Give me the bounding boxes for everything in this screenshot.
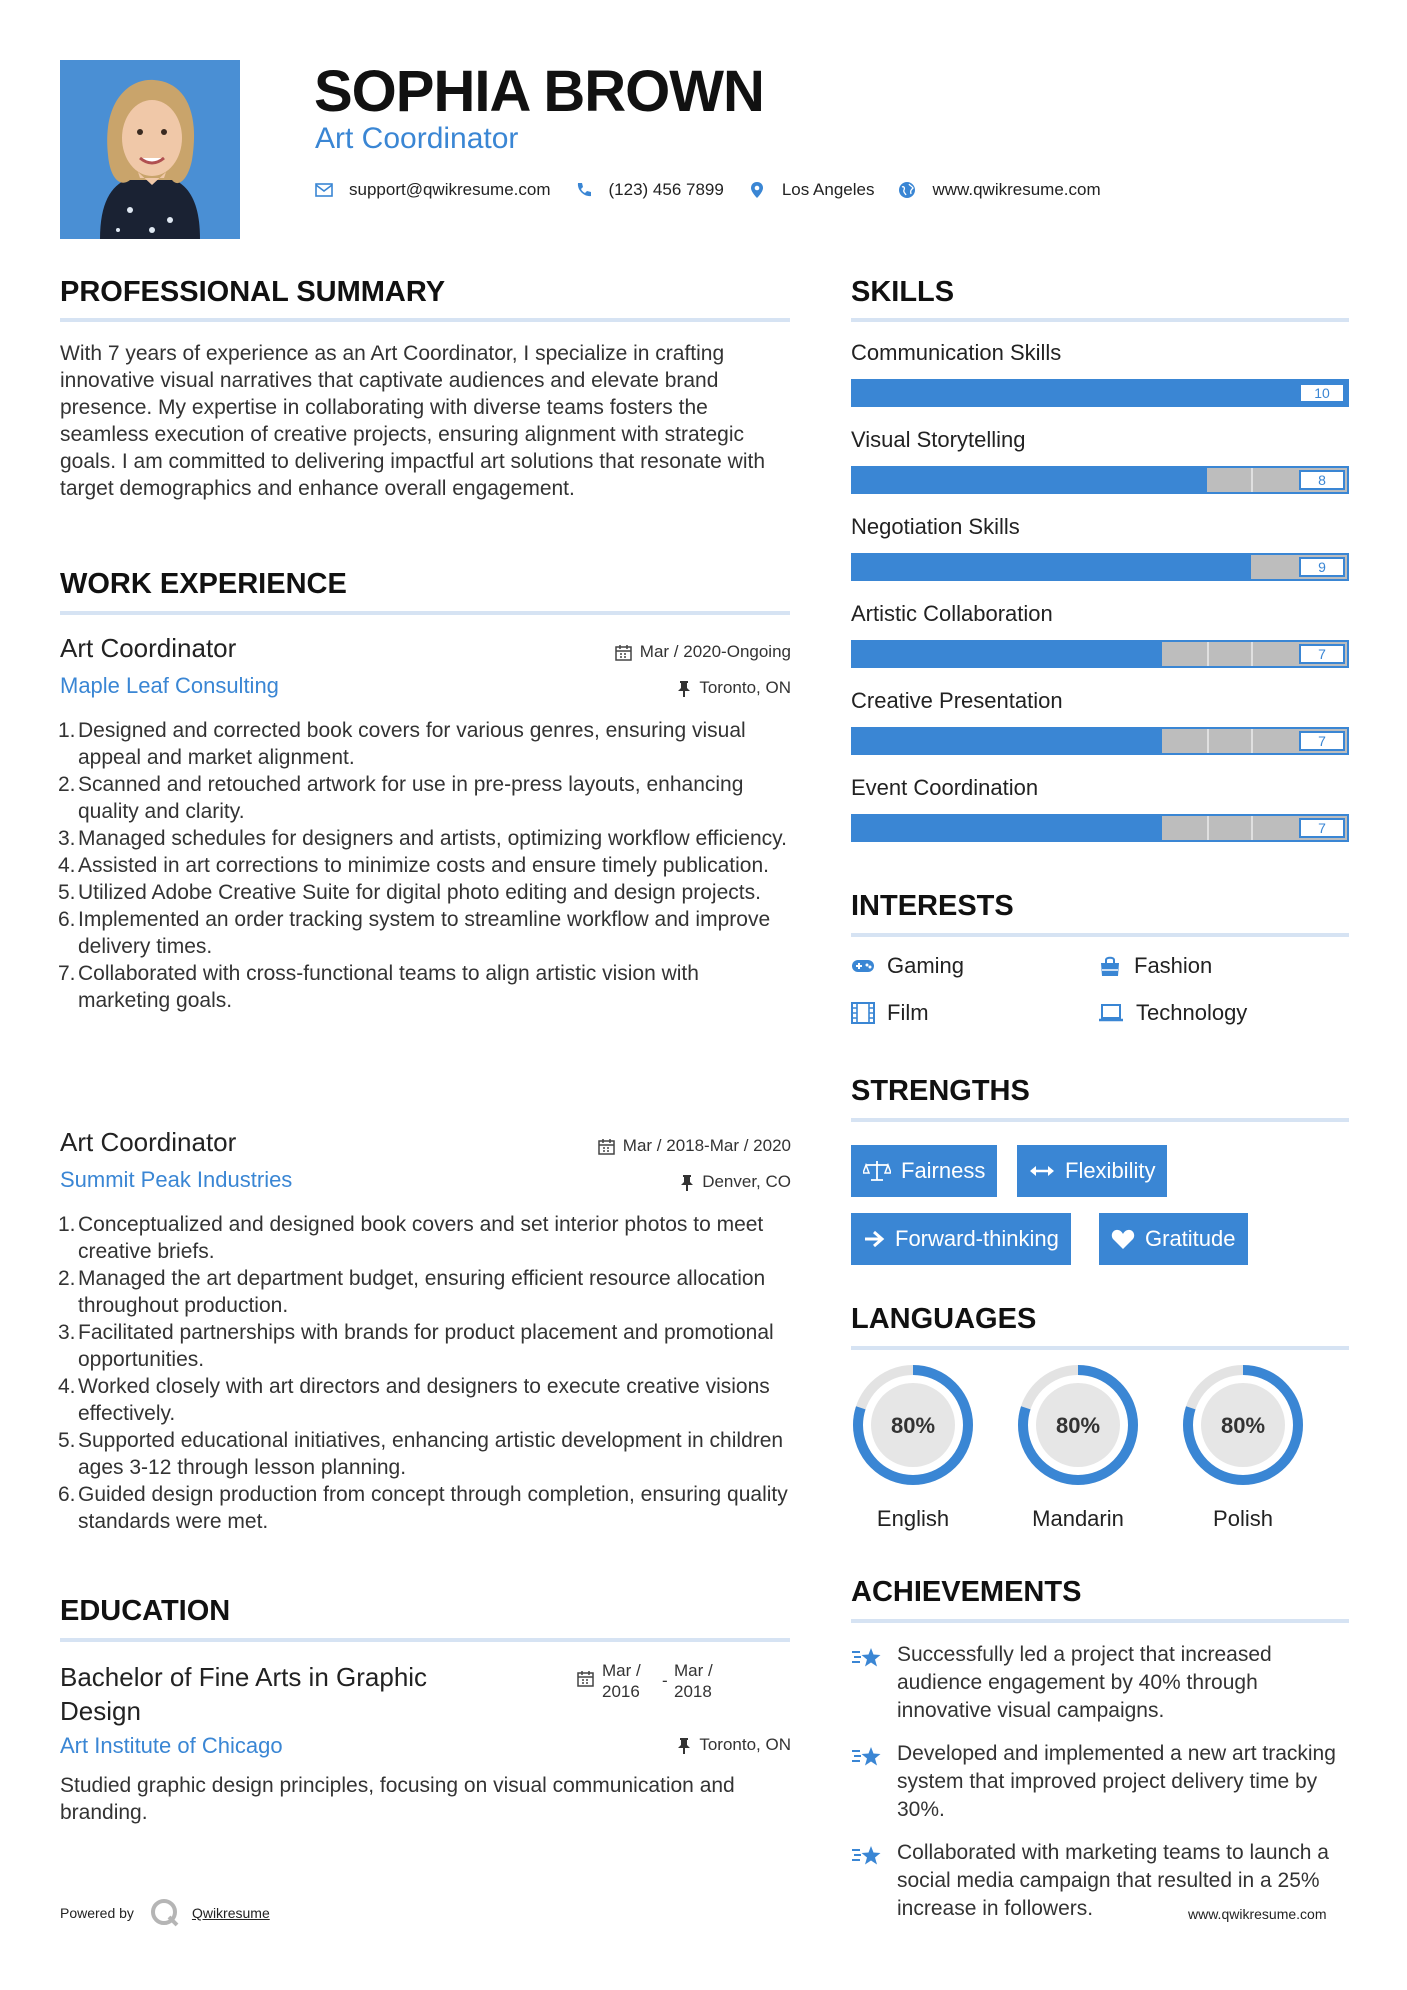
- film-icon: [851, 1002, 875, 1024]
- job-bullets: [60, 717, 792, 1014]
- language-ring: [851, 1363, 975, 1487]
- list-item: 6. Guided design production from concept through completion, ensuring quality standards were met.: [58, 1483, 788, 1533]
- arrow-right-icon: [863, 1229, 885, 1249]
- language-item: [1181, 1363, 1305, 1532]
- job-company[interactable]: Summit Peak Industries: [60, 1167, 293, 1192]
- qwikresume-link[interactable]: Qwikresume: [191, 1905, 270, 1921]
- degree-line-1: Bachelor of Fine Arts in Graphic: [60, 1662, 428, 1692]
- achievements-heading: ACHIEVEMENTS: [851, 1576, 1082, 1608]
- job-title: Art Coordinator: [60, 633, 237, 663]
- contact-location: Los Angeles: [781, 180, 875, 199]
- skills-heading: SKILLS: [851, 276, 955, 308]
- skill-bar: [851, 466, 1349, 494]
- achievements-divider: [851, 1619, 1349, 1623]
- skill-label: Communication Skills: [851, 340, 1062, 365]
- pushpin-icon: [677, 1737, 691, 1754]
- strength-label: Gratitude: [1145, 1226, 1236, 1251]
- contact-website[interactable]: www.qwikresume.com: [932, 180, 1101, 199]
- pushpin-icon: [677, 680, 691, 697]
- strength-label: Fairness: [901, 1158, 986, 1183]
- language-percent: 80%: [890, 1413, 936, 1438]
- language-name: English: [876, 1506, 950, 1531]
- skill-bar: [851, 727, 1349, 755]
- education-dash: -: [662, 1671, 668, 1690]
- strength-label: Flexibility: [1065, 1158, 1156, 1183]
- job-location: [520, 1172, 791, 1192]
- interest-item: [1098, 953, 1212, 979]
- globe-icon: [898, 181, 916, 199]
- skills-divider: [851, 318, 1349, 322]
- list-item: 2. Managed the art department budget, ensuring efficient resource allocation throughout production.: [58, 1267, 766, 1317]
- list-item: 3. Facilitated partnerships with brands for product placement and promotional opportunities.: [58, 1321, 774, 1371]
- skill-bar: [851, 553, 1349, 581]
- skill-bar-fill: [853, 555, 1251, 579]
- education-start-month: Mar /: [602, 1661, 641, 1680]
- shooting-star-icon: [851, 1744, 883, 1770]
- interests-divider: [851, 933, 1349, 937]
- list-item: 1. Conceptualized and designed book covers and set interior photos to meet creative briefs.: [58, 1213, 764, 1263]
- list-item: 3. Managed schedules for designers and artists, optimizing workflow efficiency.: [58, 827, 787, 850]
- skill-bar-fill: [853, 468, 1207, 492]
- strength-tag: [1099, 1213, 1248, 1265]
- arrows-horizontal-icon: [1029, 1163, 1055, 1179]
- map-pin-icon: [748, 181, 766, 199]
- language-name: Mandarin: [1032, 1506, 1124, 1531]
- candidate-role: Art Coordinator: [315, 122, 519, 155]
- interest-label: Gaming: [887, 953, 965, 978]
- list-item: 6. Implemented an order tracking system to streamline workflow and improve delivery times.: [58, 908, 771, 958]
- job-date-text: Mar / 2020-Ongoing: [639, 642, 791, 661]
- list-item: 7. Collaborated with cross-functional teams to align artistic vision with marketing goals.: [58, 962, 699, 1012]
- job-location: [520, 678, 791, 698]
- skill-score: 8: [1299, 470, 1345, 490]
- languages-divider: [851, 1346, 1349, 1350]
- job-date-text: Mar / 2018-Mar / 2020: [622, 1136, 791, 1155]
- language-ring: [1181, 1363, 1305, 1487]
- achievement-text: Collaborated with marketing teams to launch a social media campaign that resulted in a 25% increase in followers.: [897, 1841, 1329, 1920]
- education-school[interactable]: Art Institute of Chicago: [60, 1733, 283, 1758]
- job-date: [520, 642, 791, 662]
- skill-bar-segment: [1207, 729, 1209, 753]
- skill-bar-segment: [1251, 816, 1253, 840]
- list-item: 4. Worked closely with art directors and designers to execute creative visions effectively.: [58, 1375, 770, 1425]
- calendar-icon: [615, 644, 632, 661]
- language-ring: [1016, 1363, 1140, 1487]
- education-end-year: 2018: [674, 1682, 712, 1701]
- interests-heading: INTERESTS: [851, 890, 1014, 922]
- education-heading: EDUCATION: [60, 1595, 231, 1627]
- education-end: [674, 1660, 713, 1702]
- strengths-heading: STRENGTHS: [851, 1075, 1030, 1107]
- candidate-name: SOPHIA BROWN: [314, 59, 764, 124]
- skill-bar-fill: [853, 816, 1162, 840]
- shooting-star-icon: [851, 1645, 883, 1671]
- summary-heading: PROFESSIONAL SUMMARY: [60, 276, 446, 308]
- strength-tag: [851, 1145, 997, 1197]
- skill-label: Visual Storytelling: [851, 427, 1026, 452]
- strength-tag: [851, 1213, 1071, 1265]
- achievement-item: [851, 1641, 1341, 1725]
- shopping-bag-icon: [1098, 955, 1122, 977]
- skill-bar-segment: [1251, 729, 1253, 753]
- powered-by-text: Powered by: [60, 1905, 134, 1921]
- job-date: [480, 1136, 791, 1156]
- list-item: 5. Supported educational initiatives, enhancing artistic development in children ages 3-12 through lesson planning.: [58, 1429, 784, 1479]
- summary-text: With 7 years of experience as an Art Coordinator, I specialize in crafting innovative visual narratives that captivate audiences and elevate brand presence. My expertise in collaborating with diverse teams fosters the seamless execution of creative projects, ensuring alignment with strategic goals. I am committed to delivering impactful art solutions that resonate with target demographics and enhance overall engagement.: [60, 342, 765, 500]
- language-item: [851, 1363, 975, 1532]
- phone-icon: [575, 181, 593, 199]
- calendar-icon: [577, 1670, 594, 1687]
- interest-label: Film: [887, 1000, 929, 1025]
- skill-label: Artistic Collaboration: [851, 601, 1053, 626]
- skill-label: Negotiation Skills: [851, 514, 1020, 539]
- skill-bar: [851, 379, 1349, 407]
- education-start-year: 2016: [602, 1682, 640, 1701]
- language-percent: 80%: [1055, 1413, 1101, 1438]
- education-location: [520, 1735, 791, 1755]
- contact-phone[interactable]: (123) 456 7899: [608, 180, 724, 199]
- skill-bar: [851, 814, 1349, 842]
- list-item: 1. Designed and corrected book covers for various genres, ensuring visual appeal and market alignment.: [58, 719, 746, 769]
- education-end-month: Mar /: [674, 1661, 713, 1680]
- skill-bar-fill: [853, 729, 1162, 753]
- footer-powered-by: [60, 1898, 270, 1928]
- skill-bar: [851, 640, 1349, 668]
- strength-label: Forward-thinking: [895, 1226, 1059, 1251]
- list-item: 2. Scanned and retouched artwork for use in pre-press layouts, enhancing quality and clarity.: [58, 773, 744, 823]
- skill-score: 7: [1299, 818, 1345, 838]
- skill-bar-fill: [853, 381, 1347, 405]
- interest-label: Fashion: [1134, 953, 1213, 978]
- strength-tag: [1017, 1145, 1167, 1197]
- skill-bar-fill: [853, 642, 1162, 666]
- interest-item: [851, 1000, 929, 1026]
- language-percent: 80%: [1220, 1413, 1266, 1438]
- shooting-star-icon: [851, 1843, 883, 1869]
- gamepad-icon: [851, 957, 875, 975]
- summary-divider: [60, 318, 790, 322]
- envelope-icon: [315, 181, 333, 199]
- achievement-text: Successfully led a project that increased audience engagement by 40% through innovative visual campaigns.: [897, 1643, 1272, 1722]
- degree-title: [60, 1660, 427, 1728]
- pushpin-icon: [680, 1174, 694, 1191]
- experience-divider: [60, 611, 790, 615]
- job-bullets: [60, 1211, 792, 1535]
- interest-label: Technology: [1136, 1000, 1248, 1025]
- list-item: 5. Utilized Adobe Creative Suite for digital photo editing and design projects.: [58, 881, 761, 904]
- language-item: [1016, 1363, 1140, 1532]
- skill-bar-segment: [1207, 816, 1209, 840]
- job-location-text: Denver, CO: [702, 1172, 791, 1191]
- heart-icon: [1111, 1228, 1135, 1250]
- balance-scale-icon: [863, 1159, 891, 1183]
- skill-score: 7: [1299, 731, 1345, 751]
- interest-item: [851, 953, 964, 979]
- achievement-text: Developed and implemented a new art tracking system that improved project delivery time by 30%.: [897, 1742, 1336, 1821]
- experience-heading: WORK EXPERIENCE: [60, 568, 347, 600]
- strengths-divider: [851, 1118, 1349, 1122]
- footer-site[interactable]: www.qwikresume.com: [1188, 1906, 1327, 1922]
- contact-email[interactable]: support@qwikresume.com: [349, 180, 551, 199]
- degree-line-2: Design: [60, 1696, 141, 1726]
- skill-score: 9: [1299, 557, 1345, 577]
- skill-bar-segment: [1251, 468, 1253, 492]
- skill-score: 7: [1299, 644, 1345, 664]
- interest-item: [1098, 1000, 1247, 1026]
- job-title: Art Coordinator: [60, 1127, 237, 1157]
- job-company[interactable]: Maple Leaf Consulting: [60, 673, 279, 698]
- education-location-text: Toronto, ON: [699, 1735, 791, 1754]
- skill-bar-segment: [1207, 642, 1209, 666]
- list-item: 4. Assisted in art corrections to minimize costs and ensure timely publication.: [58, 854, 769, 877]
- languages-heading: LANGUAGES: [851, 1303, 1037, 1335]
- skill-bar-segment: [1251, 642, 1253, 666]
- profile-photo: [60, 60, 240, 239]
- contact-bar: [315, 178, 1125, 202]
- laptop-icon: [1098, 1003, 1124, 1023]
- skill-score: 10: [1299, 383, 1345, 403]
- education-description: Studied graphic design principles, focusing on visual communication and branding.: [60, 1774, 735, 1824]
- calendar-icon: [598, 1138, 615, 1155]
- education-divider: [60, 1638, 790, 1642]
- job-location-text: Toronto, ON: [699, 678, 791, 697]
- education-start: [602, 1660, 662, 1702]
- education-dates: [577, 1660, 713, 1702]
- skill-label: Creative Presentation: [851, 688, 1063, 713]
- qwikresume-logo-icon: [150, 1898, 180, 1928]
- achievement-item: [851, 1740, 1341, 1824]
- language-name: Polish: [1213, 1506, 1273, 1531]
- skill-label: Event Coordination: [851, 775, 1039, 800]
